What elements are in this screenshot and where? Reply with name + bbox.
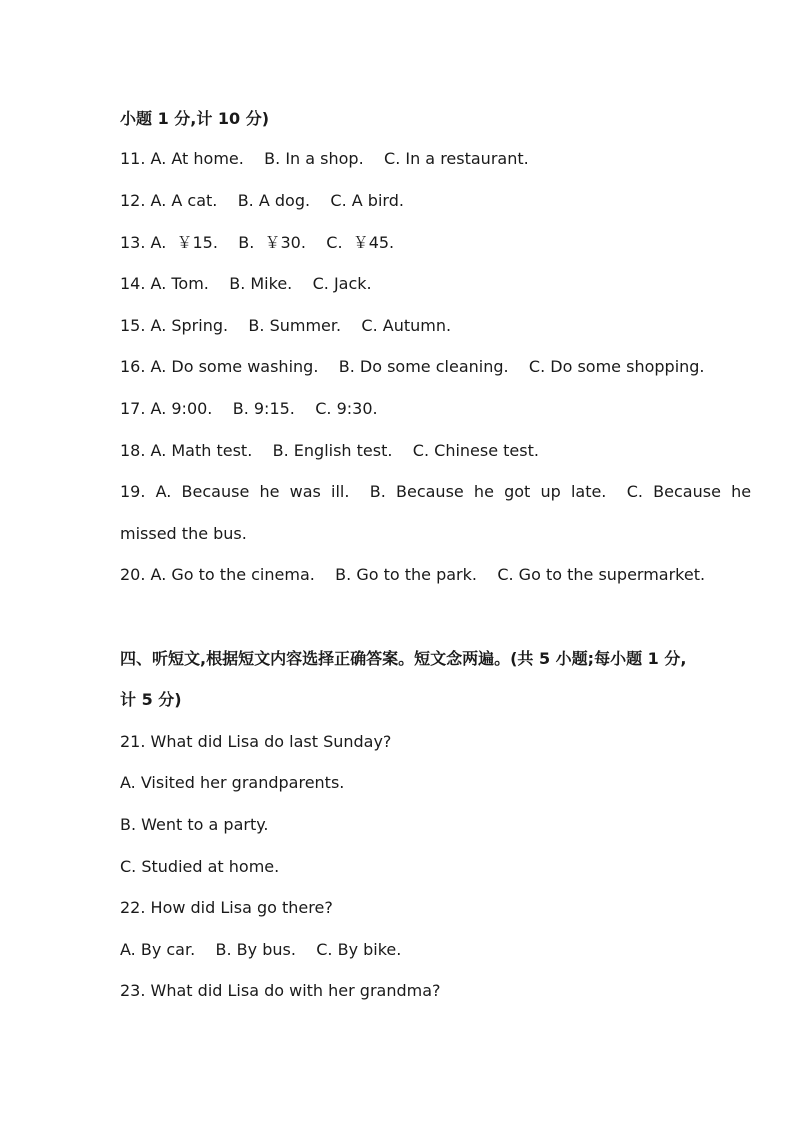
question-21-option-a: A. Visited her grandparents. bbox=[120, 773, 345, 792]
question-13: 13. A. ￥15. B. ￥30. C. ￥45. bbox=[120, 233, 395, 252]
question-14: 14. A. Tom. B. Mike. C. Jack. bbox=[120, 274, 372, 293]
question-11: 11. A. At home. B. In a shop. C. In a restaurant. bbox=[120, 149, 529, 168]
question-15: 15. A. Spring. B. Summer. C. Autumn. bbox=[120, 316, 452, 335]
question-20: 20. A. Go to the cinema. B. Go to the park. C. Go to the supermarket. bbox=[120, 565, 706, 584]
question-23: 23. What did Lisa do with her grandma? bbox=[120, 981, 441, 1000]
question-12: 12. A. A cat. B. A dog. C. A bird. bbox=[120, 191, 404, 210]
question-21: 21. What did Lisa do last Sunday? bbox=[120, 732, 392, 751]
question-17: 17. A. 9:00. B. 9:15. C. 9:30. bbox=[120, 399, 378, 418]
question-19-line2: missed the bus. bbox=[120, 524, 247, 543]
question-19-line1: 19. A. Because he was ill. B. Because he got up late. C. Because he bbox=[120, 482, 752, 501]
question-18: 18. A. Math test. B. English test. C. Chinese test. bbox=[120, 441, 539, 460]
question-21-option-c: C. Studied at home. bbox=[120, 857, 280, 876]
question-21-option-b: B. Went to a party. bbox=[120, 815, 269, 834]
question-22-options: A. By car. B. By bus. C. By bike. bbox=[120, 940, 402, 959]
section4-heading-line2: 计 5 分) bbox=[120, 690, 182, 709]
section3-heading-tail: 小题 1 分,计 10 分) bbox=[120, 109, 270, 128]
question-22: 22. How did Lisa go there? bbox=[120, 898, 333, 917]
section4-heading-line1: 四、听短文,根据短文内容选择正确答案。短文念两遍。(共 5 小题;每小题 1 分, bbox=[120, 649, 687, 668]
question-16: 16. A. Do some washing. B. Do some cleaning. C. Do some shopping. bbox=[120, 357, 705, 376]
